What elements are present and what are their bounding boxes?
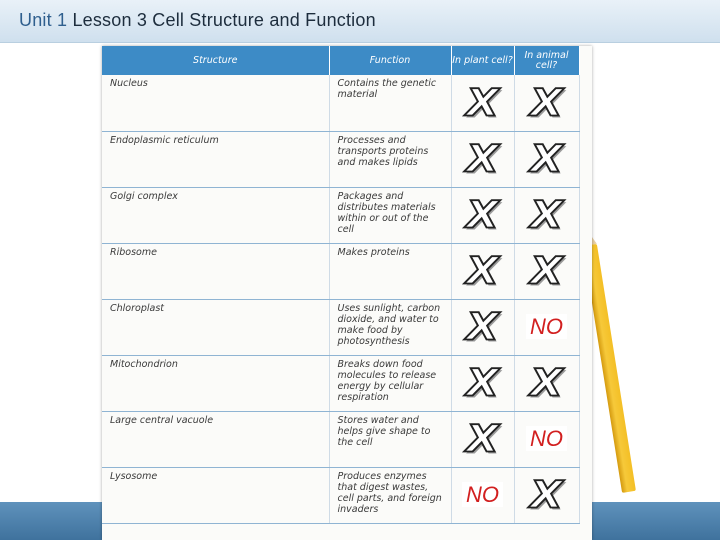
x-mark-icon: X — [466, 192, 499, 237]
structure-cell — [102, 187, 329, 243]
table-row — [102, 243, 579, 299]
unit-label: Unit 1 — [19, 10, 68, 30]
lesson-label: Lesson 3 — [72, 10, 148, 30]
animal-cell-mark — [514, 299, 579, 355]
no-label: NO — [526, 426, 567, 451]
x-mark-icon: X — [466, 80, 499, 125]
worksheet-image — [102, 46, 592, 540]
x-mark-icon: X — [466, 416, 499, 461]
x-mark-icon: X — [530, 472, 563, 517]
column-header-structure: Structure — [102, 46, 329, 75]
animal-cell-mark — [514, 75, 579, 131]
function-cell-text: Stores water and helps give shape to the cell — [337, 414, 431, 448]
table-row — [102, 131, 579, 187]
table-header-row — [102, 46, 579, 75]
cell-structure-table — [102, 46, 580, 524]
plant-cell-mark — [451, 411, 514, 467]
structure-cell-text: Ribosome — [110, 246, 157, 258]
plant-cell-mark — [451, 355, 514, 411]
column-header-function: Function — [329, 46, 451, 75]
no-label: NO — [526, 314, 567, 339]
function-cell-text: Processes and transports proteins and makes lipids — [337, 134, 429, 168]
function-cell-text: Produces enzymes that digest wastes, cell parts, and foreign invaders — [337, 470, 442, 516]
x-mark-icon: X — [466, 304, 499, 349]
table-row — [102, 355, 579, 411]
structure-cell-text: Nucleus — [110, 78, 148, 89]
animal-cell-mark — [514, 243, 579, 299]
x-mark-icon: X — [530, 80, 563, 125]
structure-cell-text: Large central vacuole — [110, 414, 214, 426]
table-row — [102, 467, 579, 523]
table-row — [102, 75, 579, 131]
plant-cell-mark — [451, 243, 514, 299]
x-mark-icon: X — [530, 360, 563, 405]
function-cell — [329, 467, 451, 523]
function-cell — [329, 75, 451, 131]
structure-cell-text: Lysosome — [110, 470, 158, 482]
structure-cell — [102, 355, 329, 411]
animal-cell-mark — [514, 467, 579, 523]
structure-cell — [102, 467, 329, 523]
structure-cell-text: Chloroplast — [110, 302, 164, 314]
function-cell — [329, 299, 451, 355]
topic-label: Cell Structure and Function — [152, 10, 376, 30]
structure-cell-text: Golgi complex — [110, 190, 178, 202]
table-body — [102, 75, 579, 523]
title-bar — [0, 0, 720, 43]
animal-cell-mark — [514, 187, 579, 243]
animal-cell-mark — [514, 411, 579, 467]
structure-cell-text: Endoplasmic reticulum — [110, 134, 219, 146]
function-cell-text: Uses sunlight, carbon dioxide, and water to make food by photosynthesis — [337, 302, 441, 348]
x-mark-icon: X — [530, 192, 563, 237]
function-cell-text: Contains the genetic material — [337, 78, 437, 101]
function-cell-text: Makes proteins — [337, 246, 410, 258]
structure-cell — [102, 299, 329, 355]
animal-cell-mark — [514, 131, 579, 187]
x-mark-icon: X — [466, 136, 499, 181]
no-label: NO — [462, 482, 503, 507]
column-header-animal: In animal cell? — [514, 46, 579, 75]
column-header-plant: In plant cell? — [451, 46, 514, 75]
table-row — [102, 299, 579, 355]
structure-cell-text: Mitochondrion — [110, 358, 178, 370]
slide-title — [19, 10, 376, 31]
x-mark-icon: X — [466, 360, 499, 405]
structure-cell — [102, 411, 329, 467]
function-cell — [329, 187, 451, 243]
structure-cell — [102, 131, 329, 187]
x-mark-icon: X — [530, 136, 563, 181]
x-mark-icon: X — [466, 248, 499, 293]
function-cell-text: Packages and distributes materials within or out of the cell — [337, 190, 436, 236]
x-mark-icon: X — [530, 248, 563, 293]
function-cell — [329, 243, 451, 299]
structure-cell — [102, 243, 329, 299]
function-cell — [329, 355, 451, 411]
function-cell-text: Breaks down food molecules to release energy by cellular respiration — [337, 358, 437, 404]
structure-cell — [102, 75, 329, 131]
plant-cell-mark — [451, 75, 514, 131]
plant-cell-mark — [451, 187, 514, 243]
function-cell — [329, 131, 451, 187]
plant-cell-mark — [451, 299, 514, 355]
animal-cell-mark — [514, 355, 579, 411]
table-row — [102, 187, 579, 243]
plant-cell-mark — [451, 467, 514, 523]
plant-cell-mark — [451, 131, 514, 187]
function-cell — [329, 411, 451, 467]
table-row — [102, 411, 579, 467]
